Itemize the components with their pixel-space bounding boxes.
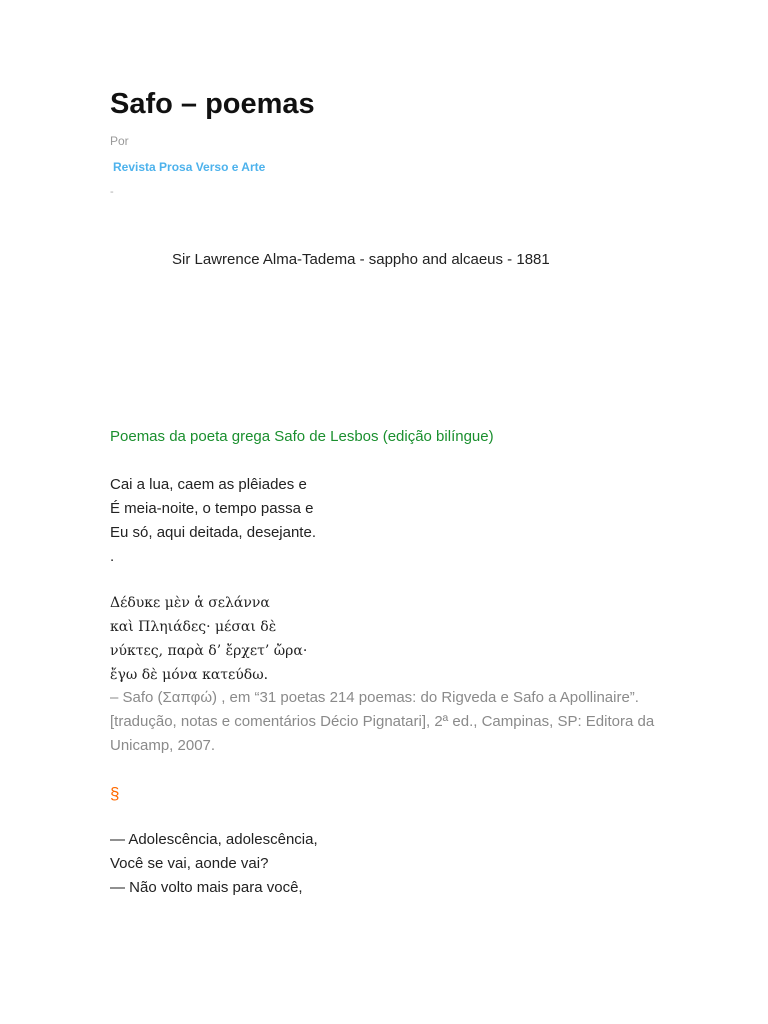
poem-2-portuguese — [110, 828, 318, 900]
poems-intro: Poemas da poeta grega Safo de Lesbos (edição bilíngue) — [110, 428, 494, 445]
poem-line: — Não volto mais para você, — [110, 879, 303, 896]
poem-line: Você se vai, aonde vai? — [110, 855, 269, 872]
byline-separator: - — [110, 186, 114, 198]
section-mark: § — [110, 784, 120, 803]
poem-line: καὶ Πληιάδες· μέσαι δὲ — [110, 619, 277, 635]
poem-line: ἔγω δὲ μόνα κατεύδω. — [110, 667, 269, 683]
poem-line: — Adolescência, adolescência, — [110, 831, 318, 848]
poem-line: Δέδυκε μὲν ἁ σελάννα — [110, 595, 270, 611]
article-title: Safo – poemas — [110, 88, 315, 120]
poem-line: Eu só, aqui deitada, desejante. — [110, 524, 316, 541]
poem-line: Cai a lua, caem as plêiades e — [110, 476, 307, 493]
poem-citation: – Safo (Σαπφώ) , em “31 poetas 214 poemas: do Rigveda e Safo a Apollinaire”. [tradução, notas e comentários Décio Pignatari], 2ª ed., Campinas, SP: Editora da Unicamp, 2007. — [110, 689, 655, 754]
poem-line: É meia-noite, o tempo passa e — [110, 500, 314, 517]
byline-label: Por — [110, 134, 129, 148]
poem-line: . — [110, 548, 115, 565]
poem-1-portuguese — [110, 473, 316, 569]
poem-line: νύκτες, παρὰ δ’ ἔρχετ’ ὤρα· — [110, 643, 308, 659]
author-link[interactable]: Revista Prosa Verso e Arte — [113, 160, 266, 174]
poem-1-greek — [110, 591, 307, 687]
image-caption: Sir Lawrence Alma-Tadema - sappho and alcaeus - 1881 — [172, 251, 550, 268]
